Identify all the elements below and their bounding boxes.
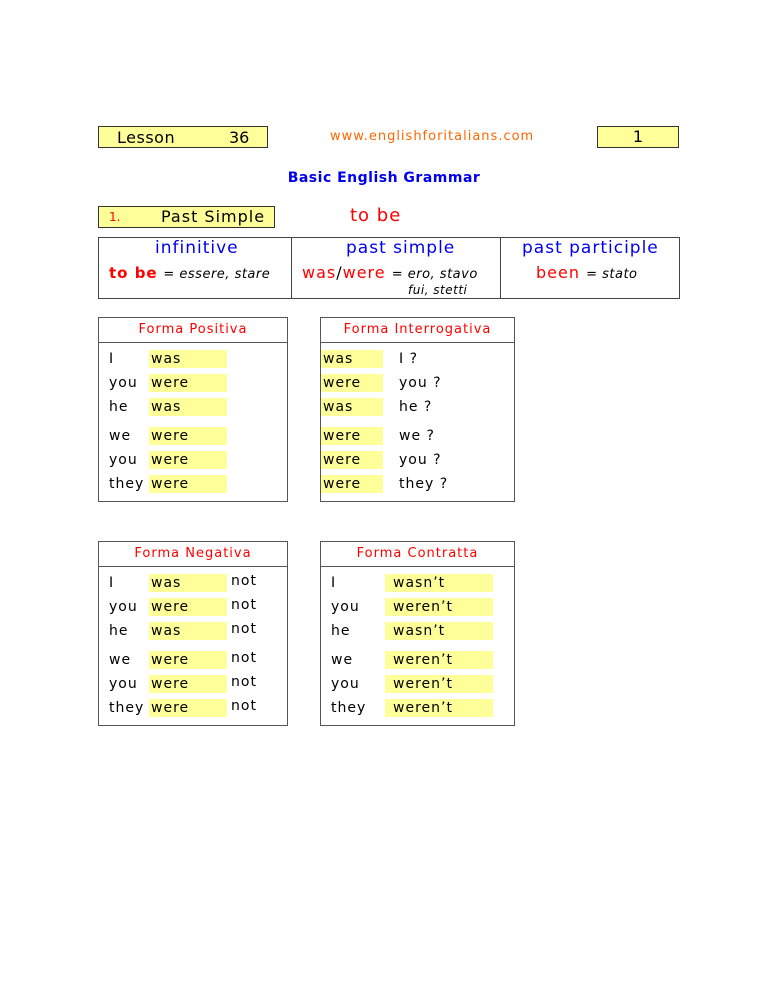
website-link[interactable]: www.englishforitalians.com <box>330 129 535 144</box>
past-participle-header: past participle <box>522 238 659 258</box>
lesson-label: Lesson <box>117 128 176 147</box>
positive-verb: was <box>149 398 227 416</box>
interrogative-verb: was <box>321 350 383 368</box>
interrogative-verb: were <box>321 374 383 392</box>
positive-form-title: Forma Positiva <box>138 322 248 337</box>
negative-pronoun: we <box>109 652 132 668</box>
interrogative-pronoun: they ? <box>399 476 449 492</box>
interrogative-verb: was <box>321 398 383 416</box>
past-simple-header: past simple <box>346 238 456 258</box>
contracted-verb: wasn’t <box>385 622 493 640</box>
positive-pronoun: you <box>109 375 138 391</box>
contracted-form-title: Forma Contratta <box>356 546 479 561</box>
negative-pronoun: he <box>109 623 129 639</box>
positive-pronoun: we <box>109 428 132 444</box>
positive-pronoun: you <box>109 452 138 468</box>
positive-verb: were <box>149 427 227 445</box>
contracted-pronoun: I <box>331 575 337 591</box>
negative-pronoun: you <box>109 599 138 615</box>
contracted-pronoun: he <box>331 623 351 639</box>
negative-not: not <box>231 597 257 613</box>
contracted-verb: weren’t <box>385 651 493 669</box>
contracted-pronoun: they <box>331 700 367 716</box>
interrogative-pronoun: he ? <box>399 399 433 415</box>
lesson-box <box>98 126 268 148</box>
negative-form-title: Forma Negativa <box>134 546 252 561</box>
positive-pronoun: I <box>109 351 115 367</box>
positive-form-box <box>98 317 288 502</box>
interrogative-pronoun: I ? <box>399 351 419 367</box>
negative-verb: were <box>149 699 227 717</box>
contracted-verb: weren’t <box>385 699 493 717</box>
section-number: 1. <box>109 210 121 224</box>
positive-verb: were <box>149 475 227 493</box>
interrogative-form-box <box>320 317 515 502</box>
contracted-pronoun: you <box>331 599 360 615</box>
negative-not: not <box>231 621 257 637</box>
positive-pronoun: he <box>109 399 129 415</box>
verb-title: to be <box>350 205 402 226</box>
contracted-pronoun: you <box>331 676 360 692</box>
positive-verb: was <box>149 350 227 368</box>
contracted-verb: weren’t <box>385 598 493 616</box>
participle-verb: been <box>536 263 580 282</box>
positive-pronoun: they <box>109 476 145 492</box>
negative-verb: were <box>149 651 227 669</box>
negative-not: not <box>231 650 257 666</box>
negative-verb: were <box>149 598 227 616</box>
page-number: 1 <box>597 126 679 148</box>
interrogative-verb: were <box>321 427 383 445</box>
contracted-verb: weren’t <box>385 675 493 693</box>
page-subtitle: Basic English Grammar <box>287 170 481 186</box>
interrogative-pronoun: we ? <box>399 428 435 444</box>
past-were: were <box>342 263 386 282</box>
negative-form-box <box>98 541 288 726</box>
interrogative-pronoun: you ? <box>399 375 442 391</box>
negative-not: not <box>231 573 257 589</box>
past-simple-cell <box>302 263 478 282</box>
participle-cell <box>536 263 638 282</box>
past-translation-2: fui, stetti <box>408 283 468 297</box>
infinitive-verb: to be <box>109 264 158 282</box>
interrogative-verb: were <box>321 475 383 493</box>
positive-verb: were <box>149 374 227 392</box>
infinitive-header: infinitive <box>155 238 239 258</box>
lesson-number: 36 <box>229 128 250 147</box>
interrogative-form-title: Forma Interrogativa <box>343 322 492 337</box>
contracted-verb: wasn’t <box>385 574 493 592</box>
interrogative-verb: were <box>321 451 383 469</box>
infinitive-translation: = essere, stare <box>163 267 271 282</box>
negative-not: not <box>231 698 257 714</box>
negative-verb: was <box>149 622 227 640</box>
infinitive-cell <box>109 264 270 282</box>
contracted-pronoun: we <box>331 652 354 668</box>
section-box <box>98 206 275 228</box>
negative-pronoun: they <box>109 700 145 716</box>
section-title: Past Simple <box>161 207 266 226</box>
negative-pronoun: I <box>109 575 115 591</box>
past-translation-1: = ero, stavo <box>391 267 478 282</box>
negative-verb: was <box>149 574 227 592</box>
participle-translation: = stato <box>586 267 638 282</box>
past-slash: / <box>336 263 343 282</box>
negative-pronoun: you <box>109 676 138 692</box>
positive-verb: were <box>149 451 227 469</box>
negative-verb: were <box>149 675 227 693</box>
conjugation-table <box>98 237 680 299</box>
past-was: was <box>302 263 337 282</box>
contracted-form-box <box>320 541 515 726</box>
interrogative-pronoun: you ? <box>399 452 442 468</box>
negative-not: not <box>231 674 257 690</box>
